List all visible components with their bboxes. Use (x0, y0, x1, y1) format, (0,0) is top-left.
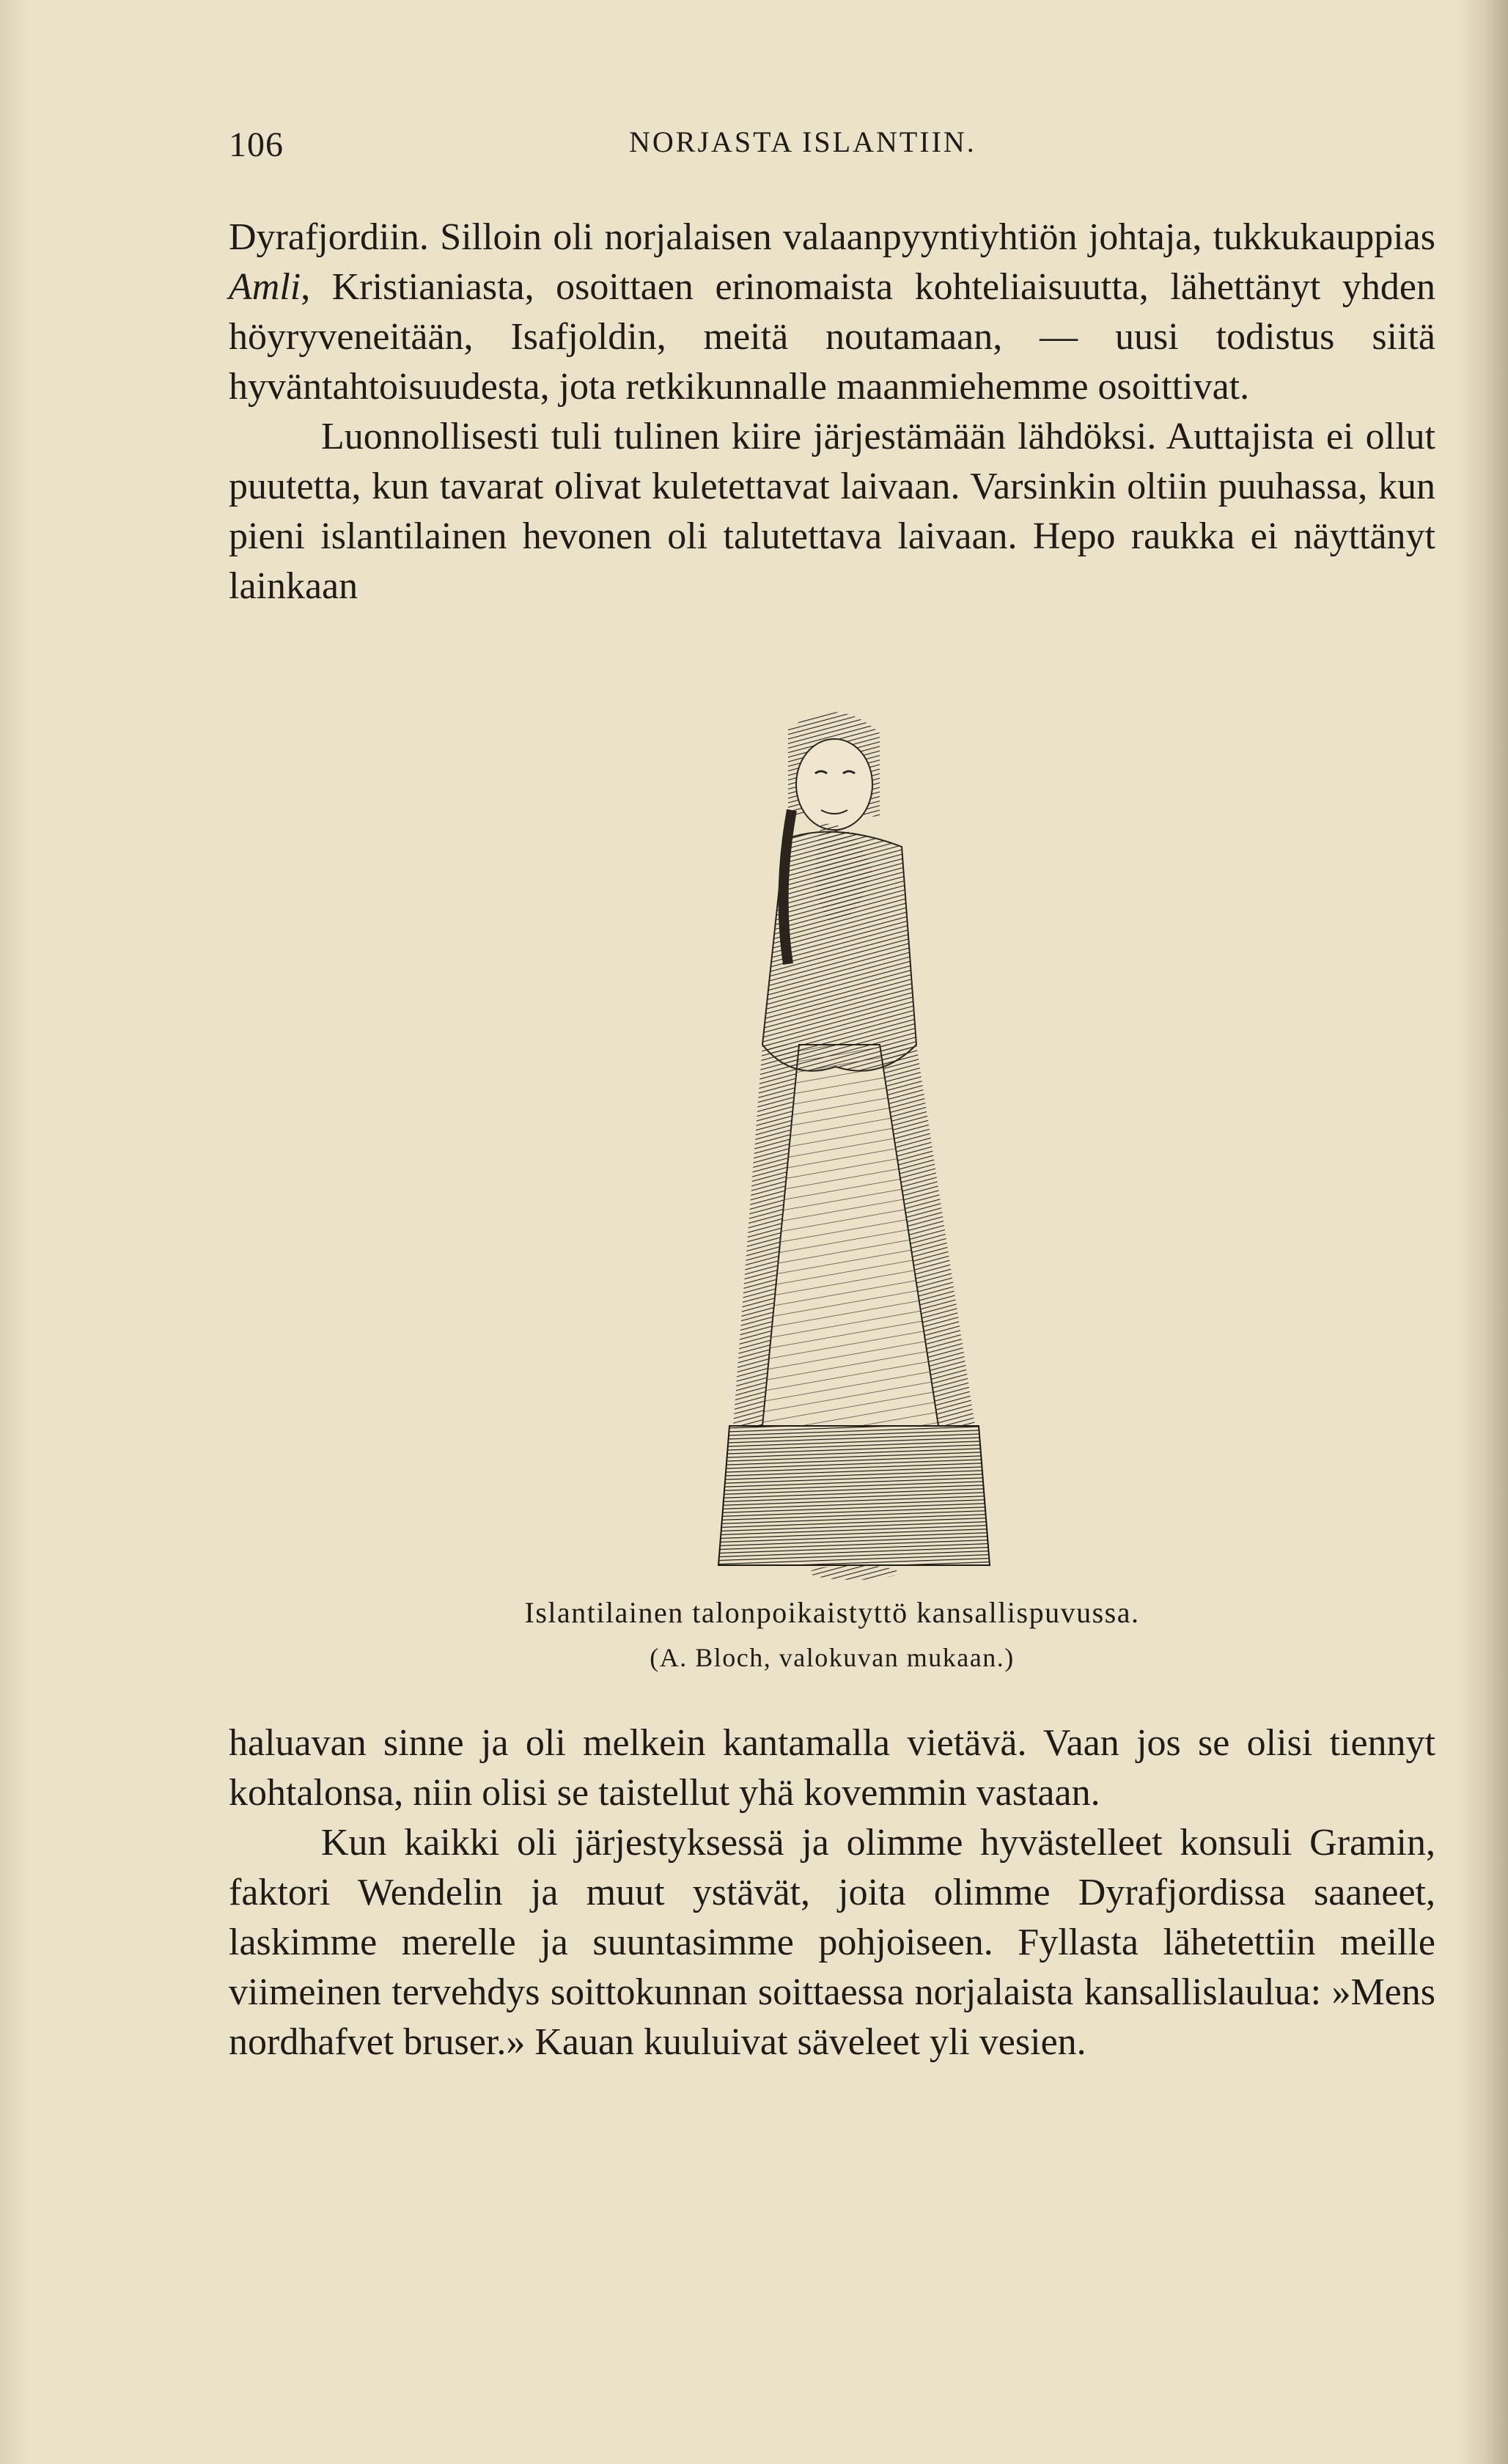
body-text-bottom (229, 1718, 1435, 2067)
page-number: 106 (229, 125, 284, 164)
illustration-icelandic-girl (660, 700, 1012, 1587)
paragraph: Dyrafjordiin. Silloin oli norjalaisen valaanpyyntiyhtiön johtaja, tukkukauppias Amli, Kristianiasta, osoittaen erinomaista kohteliaisuutta, lähettänyt yhden höyryveneitään, Isafjoldin, meitä noutamaan, — uusi todistus siitä hyväntahtoisuudesta, jota retkikunnalle maanmiehemme osoittivat. (229, 216, 1435, 408)
figure-credit: (A. Bloch, valokuvan mukaan.) (650, 1643, 1015, 1672)
running-title: NORJASTA ISLANTIIN. (629, 125, 976, 158)
page-edge-shadow (1457, 0, 1508, 2464)
page-gutter-shadow (0, 0, 29, 2464)
paragraph: Luonnollisesti tuli tulinen kiire järjestämään lähdöksi. Auttajista ei ollut puutetta, kun tavarat olivat kuletettavat laivaan. Varsinkin oltiin puuhassa, kun pieni islantilainen hevonen oli talutettava laivaan. Hepo raukka ei näyttänyt lainkaan (229, 416, 1435, 607)
italic-name: Amli (229, 266, 301, 308)
paragraph: haluavan sinne ja oli melkein kantamalla vietävä. Vaan jos se olisi tiennyt kohtalonsa, niin olisi se taistellut yhä kovemmin vastaan. (229, 1722, 1435, 1814)
figure-caption: Islantilainen talonpoikaistyttö kansallispuvussa. (524, 1596, 1140, 1629)
body-text-top (229, 213, 1435, 611)
paragraph: Kun kaikki oli järjestyksessä ja olimme hyvästelleet konsuli Gramin, faktori Wendelin ja muut ystävät, joita olimme Dyrafjordissa saaneet, laskimme merelle ja suuntasimme pohjoiseen. Fyllasta lähetettiin meille viimeinen tervehdys soittokunnan soittaessa norjalaista kansallislaulua: »Mens nordhafvet bruser.» Kauan kuuluivat säveleet yli vesien. (229, 1822, 1435, 2063)
